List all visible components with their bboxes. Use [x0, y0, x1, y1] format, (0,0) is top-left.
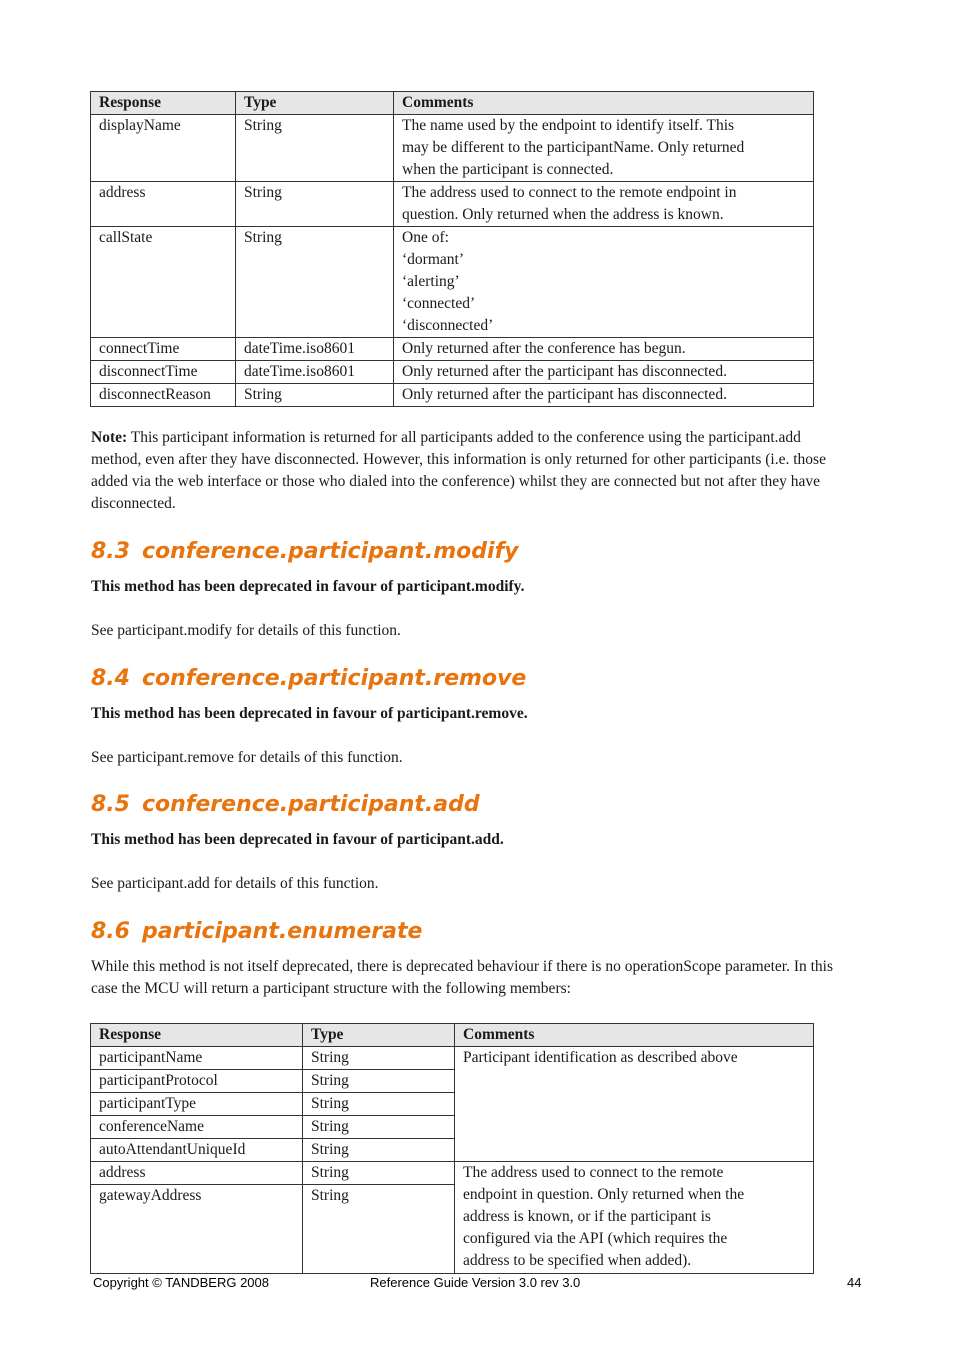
header-response: Response [91, 92, 236, 115]
see-also-text: See participant.modify for details of this function. [91, 622, 401, 639]
footer-page-number: 44 [847, 1275, 862, 1290]
section-heading-8-4 [91, 665, 526, 693]
section-title: conference.participant.remove [141, 666, 527, 691]
section-number: 8.6 [91, 919, 130, 944]
response-table-participant [90, 91, 814, 407]
note-text: This participant information is returned for all participants added to the conference using the participant.add method, even after they have disconnected. However, this information is only returned for other participants (i.e. those added via the web interface or those who dialed into the conference) whilst they are connected but not after they have disconnected. [91, 429, 826, 512]
comment-line: The address used to connect to the remote endpoint in [402, 184, 737, 201]
table-header-row [91, 1024, 814, 1047]
cell-response: autoAttendantUniqueId [91, 1139, 303, 1162]
note-paragraph [91, 427, 853, 515]
table-header-row [91, 92, 814, 115]
section-intro: While this method is not itself deprecated, there is deprecated behaviour if there is no operationScope parameter. In this case the MCU will return a participant structure with the following members: [91, 958, 834, 997]
comment-line: One of: [402, 229, 449, 246]
deprecation-notice: This method has been deprecated in favour of participant.add. [91, 831, 504, 848]
cell-comment [394, 115, 814, 182]
table-row [91, 338, 814, 361]
comment-line: address is known, or if the participant is [463, 1208, 711, 1225]
cell-type: String [236, 227, 394, 338]
table-row [91, 384, 814, 407]
section-number: 8.4 [91, 666, 130, 691]
table-row [91, 361, 814, 384]
cell-comment: Only returned after the participant has disconnected. [394, 384, 814, 407]
footer-copyright: Copyright © TANDBERG 2008 [93, 1275, 270, 1290]
section-title: participant.enumerate [141, 919, 423, 944]
header-type: Type [303, 1024, 455, 1047]
cell-response: conferenceName [91, 1116, 303, 1139]
note-label: Note: [91, 429, 128, 446]
comment-line: configured via the API (which requires the [463, 1230, 728, 1247]
cell-response: displayName [91, 115, 236, 182]
see-also-text: See participant.add for details of this function. [91, 875, 379, 892]
section-number: 8.3 [91, 539, 130, 564]
cell-type: String [303, 1116, 455, 1139]
cell-response: participantName [91, 1047, 303, 1070]
cell-comment: Only returned after the conference has begun. [394, 338, 814, 361]
cell-type: String [303, 1139, 455, 1162]
cell-comment: Only returned after the participant has disconnected. [394, 361, 814, 384]
header-type: Type [236, 92, 394, 115]
section-heading-8-6 [91, 918, 422, 946]
comment-line: ‘dormant’ [402, 251, 464, 268]
cell-response: address [91, 182, 236, 227]
cell-type: dateTime.iso8601 [236, 361, 394, 384]
cell-response: participantProtocol [91, 1070, 303, 1093]
table-row [91, 182, 814, 227]
cell-response: disconnectTime [91, 361, 236, 384]
cell-response: connectTime [91, 338, 236, 361]
cell-response: participantType [91, 1093, 303, 1116]
comment-line: The address used to connect to the remote [463, 1164, 724, 1181]
table-row [91, 115, 814, 182]
comment-line: Participant identification as described above [463, 1049, 738, 1066]
footer-guide-version: Reference Guide Version 3.0 rev 3.0 [370, 1275, 581, 1290]
see-also-text: See participant.remove for details of this function. [91, 749, 403, 766]
comment-line: when the participant is connected. [402, 161, 614, 178]
header-comments: Comments [394, 92, 814, 115]
cell-type: String [303, 1162, 455, 1185]
section-heading-8-3 [91, 538, 519, 566]
cell-comment [455, 1047, 814, 1162]
comment-line: ‘alerting’ [402, 273, 460, 290]
section-number: 8.5 [91, 792, 130, 817]
response-table-enumerate [90, 1023, 814, 1274]
cell-type: String [236, 384, 394, 407]
cell-type: dateTime.iso8601 [236, 338, 394, 361]
cell-type: String [303, 1093, 455, 1116]
section-title: conference.participant.modify [141, 539, 519, 564]
cell-response: disconnectReason [91, 384, 236, 407]
header-comments: Comments [455, 1024, 814, 1047]
comment-line: question. Only returned when the address is known. [402, 206, 724, 223]
cell-response: address [91, 1162, 303, 1185]
table-row [91, 227, 814, 338]
cell-response: gatewayAddress [91, 1185, 303, 1274]
cell-type: String [236, 182, 394, 227]
cell-type: String [303, 1070, 455, 1093]
cell-comment [394, 227, 814, 338]
comment-line: ‘connected’ [402, 295, 476, 312]
cell-type: String [303, 1185, 455, 1274]
cell-type: String [236, 115, 394, 182]
comment-line: address to be specified when added). [463, 1252, 692, 1269]
table-row [91, 1047, 814, 1070]
cell-type: String [303, 1047, 455, 1070]
cell-response: callState [91, 227, 236, 338]
comment-line: ‘disconnected’ [402, 317, 494, 334]
deprecation-notice: This method has been deprecated in favour of participant.modify. [91, 578, 525, 595]
header-response: Response [91, 1024, 303, 1047]
cell-comment [455, 1162, 814, 1274]
section-heading-8-5 [91, 791, 480, 819]
section-title: conference.participant.add [141, 792, 480, 817]
deprecation-notice: This method has been deprecated in favour of participant.remove. [91, 705, 528, 722]
comment-line: endpoint in question. Only returned when the [463, 1186, 745, 1203]
comment-line: may be different to the participantName. Only returned [402, 139, 745, 156]
cell-comment [394, 182, 814, 227]
comment-line: The name used by the endpoint to identify itself. This [402, 117, 735, 134]
table-row [91, 1162, 814, 1185]
